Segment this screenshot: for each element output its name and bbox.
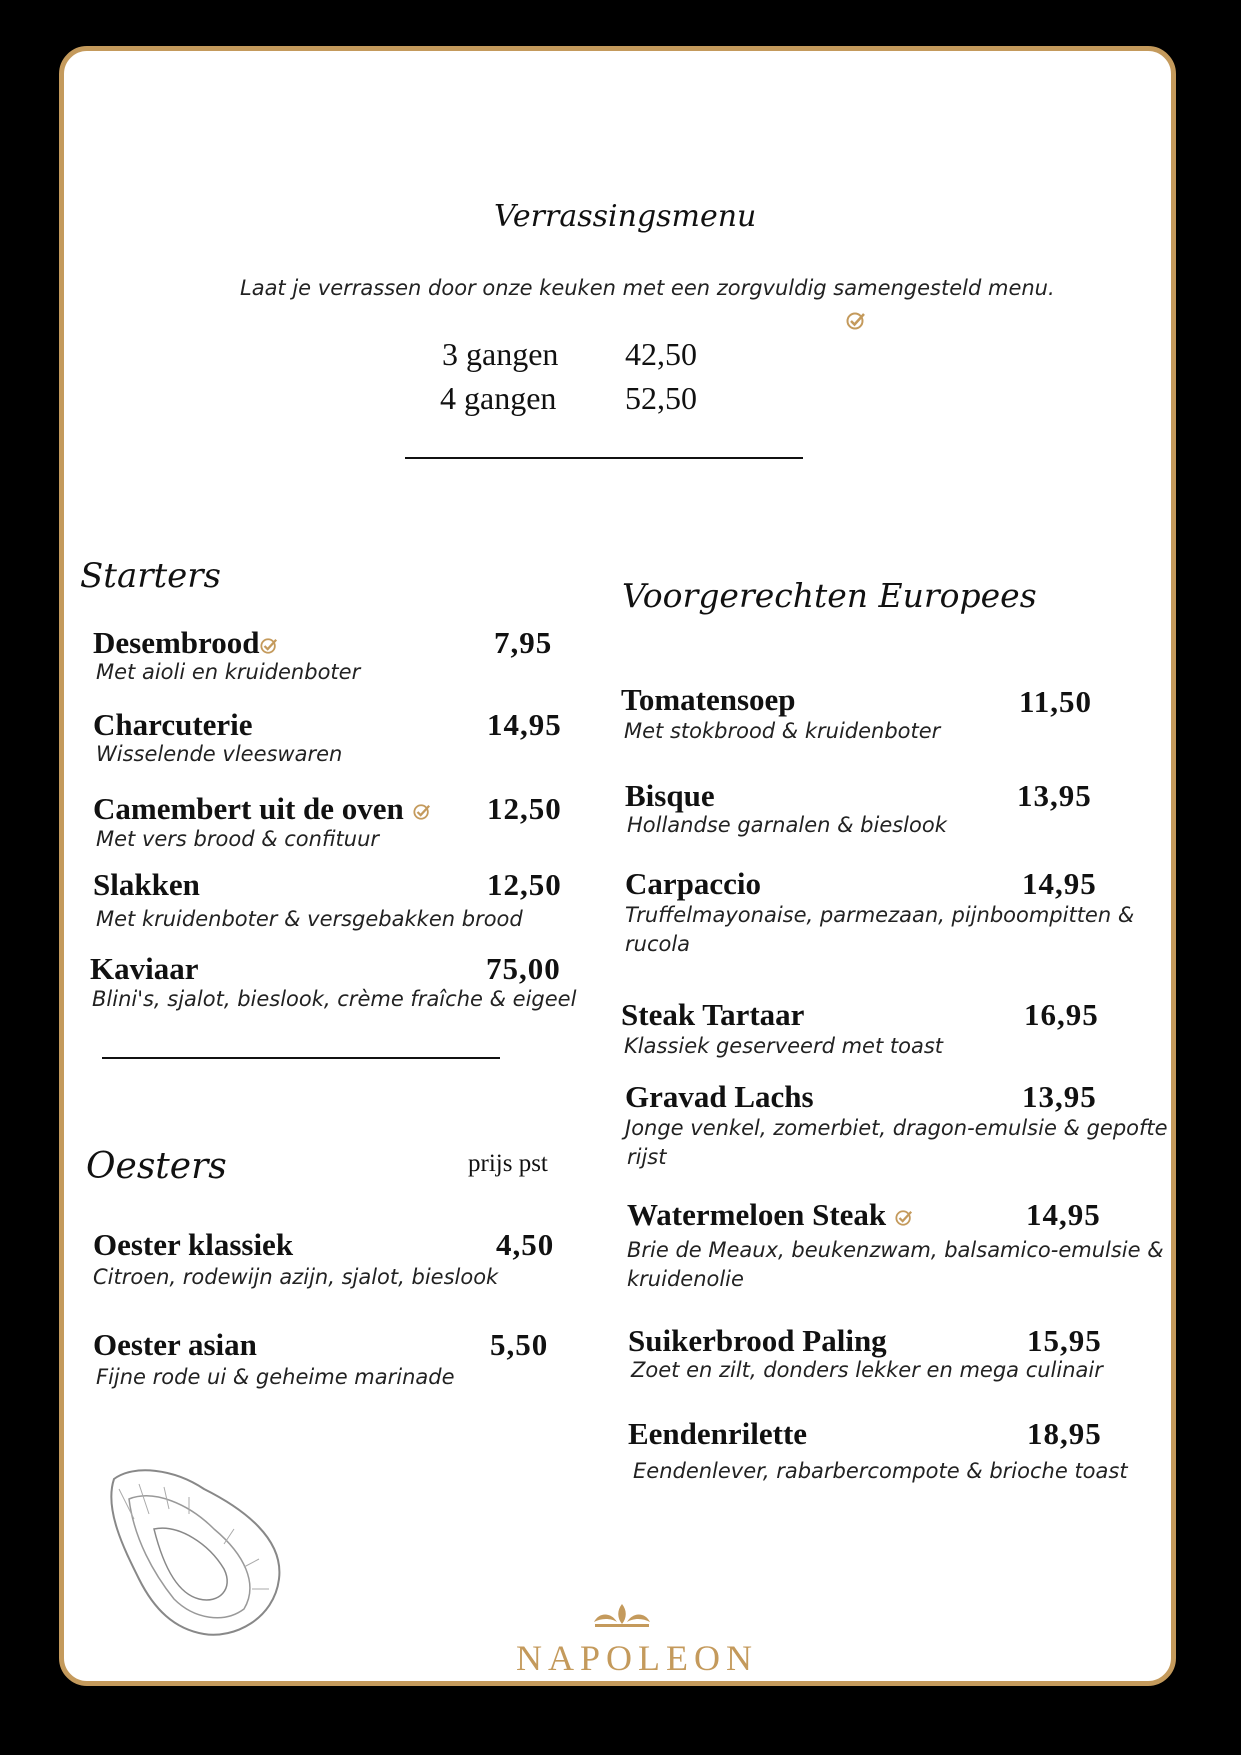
menu-item-name: Charcuterie	[93, 707, 253, 742]
menu-item-name: Oester klassiek	[93, 1227, 294, 1262]
menu-item-name: Steak Tartaar	[621, 997, 805, 1032]
oyster-illustration	[94, 1459, 294, 1649]
item-name-text: Desembrood	[93, 625, 260, 660]
menu-item-desc: Met vers brood & confituur	[96, 827, 380, 851]
menu-item-name: Eendenrilette	[628, 1416, 808, 1451]
menu-item-name: Tomatensoep	[621, 682, 796, 717]
menu-item-name: Gravad Lachs	[625, 1079, 814, 1114]
menu-item-desc: Citroen, rodewijn azijn, sjalot, bieslook	[93, 1265, 499, 1289]
menu-item-name: Bisque	[625, 778, 715, 813]
menu-item-price: 75,00	[486, 951, 561, 986]
item-name-text: Camembert uit de oven	[93, 791, 404, 826]
vegetarian-leaf-icon	[894, 1209, 914, 1227]
menu-item-price: 12,50	[487, 791, 562, 826]
menu-item-name: Suikerbrood Paling	[628, 1323, 887, 1358]
vegetarian-leaf-icon	[259, 637, 279, 655]
menu-item-desc: Truffelmayonaise, parmezaan, pijnboompitten &	[625, 903, 1135, 927]
menu-item-price: 14,95	[487, 707, 562, 742]
option-label: 4 gangen	[440, 380, 557, 416]
menu-item-price: 7,95	[494, 625, 553, 660]
menu-item-desc: Eendenlever, rabarbercompote & brioche toast	[633, 1459, 1128, 1483]
menu-title: Verrassingsmenu	[494, 199, 757, 234]
menu-item-desc: Blini's, sjalot, bieslook, crème fraîche & eigeel	[92, 987, 577, 1011]
menu-item-price: 14,95	[1022, 866, 1097, 901]
menu-item-price: 14,95	[1026, 1197, 1101, 1232]
menu-item-desc: Met aioli en kruidenboter	[96, 660, 361, 684]
menu-item-desc: Klassiek geserveerd met toast	[624, 1034, 944, 1058]
option-price: 42,50	[625, 336, 697, 372]
menu-item-desc: Met kruidenboter & versgebakken brood	[96, 907, 523, 931]
menu-item-desc: Wisselende vleeswaren	[96, 742, 343, 766]
menu-card	[59, 46, 1176, 1686]
menu-item-name: Slakken	[93, 867, 200, 902]
ornament-icon	[589, 1600, 655, 1630]
menu-item-price: 15,95	[1027, 1323, 1102, 1358]
menu-item-desc: Met stokbrood & kruidenboter	[624, 719, 941, 743]
menu-item-desc: Jonge venkel, zomerbiet, dragon-emulsie & gepofte	[625, 1116, 1168, 1140]
menu-item-desc: Hollandse garnalen & bieslook	[627, 813, 947, 837]
price-note: prijs pst	[468, 1150, 548, 1177]
menu-item-price: 12,50	[487, 867, 562, 902]
oysters-title: Oesters	[86, 1146, 227, 1187]
vegetarian-leaf-icon	[412, 803, 432, 821]
menu-item-desc: Fijne rode ui & geheime marinade	[96, 1365, 455, 1389]
option-price: 52,50	[625, 380, 697, 416]
menu-item-name: Kaviaar	[90, 951, 199, 986]
menu-item-price: 18,95	[1027, 1416, 1102, 1451]
vegetarian-leaf-icon	[845, 311, 867, 331]
menu-item-price: 11,50	[1019, 684, 1093, 719]
menu-item-price: 13,95	[1017, 778, 1092, 813]
menu-item-name	[93, 625, 279, 661]
menu-item-desc: Zoet en zilt, donders lekker en mega culinair	[631, 1358, 1103, 1382]
divider	[405, 457, 803, 459]
menu-item-name: Carpaccio	[625, 866, 762, 901]
european-title: Voorgerechten Europees	[622, 576, 1037, 615]
menu-item-desc-cont: kruidenolie	[627, 1267, 744, 1291]
menu-item-price: 4,50	[496, 1227, 555, 1262]
menu-item-price: 13,95	[1022, 1079, 1097, 1114]
starters-title: Starters	[80, 556, 221, 596]
menu-item-desc: Brie de Meaux, beukenzwam, balsamico-emulsie &	[627, 1238, 1164, 1262]
menu-item-name	[93, 791, 432, 827]
menu-item-price: 16,95	[1024, 997, 1099, 1032]
menu-item-name	[627, 1197, 914, 1233]
menu-item-desc-cont: rucola	[625, 932, 691, 956]
menu-intro: Laat je verrassen door onze keuken met een zorgvuldig samengesteld menu.	[240, 276, 1055, 300]
menu-item-name: Oester asian	[93, 1327, 257, 1362]
menu-item-desc-cont: rijst	[627, 1145, 667, 1169]
brand-name: NAPOLEON	[516, 1638, 758, 1678]
divider	[102, 1057, 500, 1059]
item-name-text: Watermeloen Steak	[627, 1197, 887, 1232]
menu-item-price: 5,50	[490, 1327, 549, 1362]
option-label: 3 gangen	[442, 336, 559, 372]
